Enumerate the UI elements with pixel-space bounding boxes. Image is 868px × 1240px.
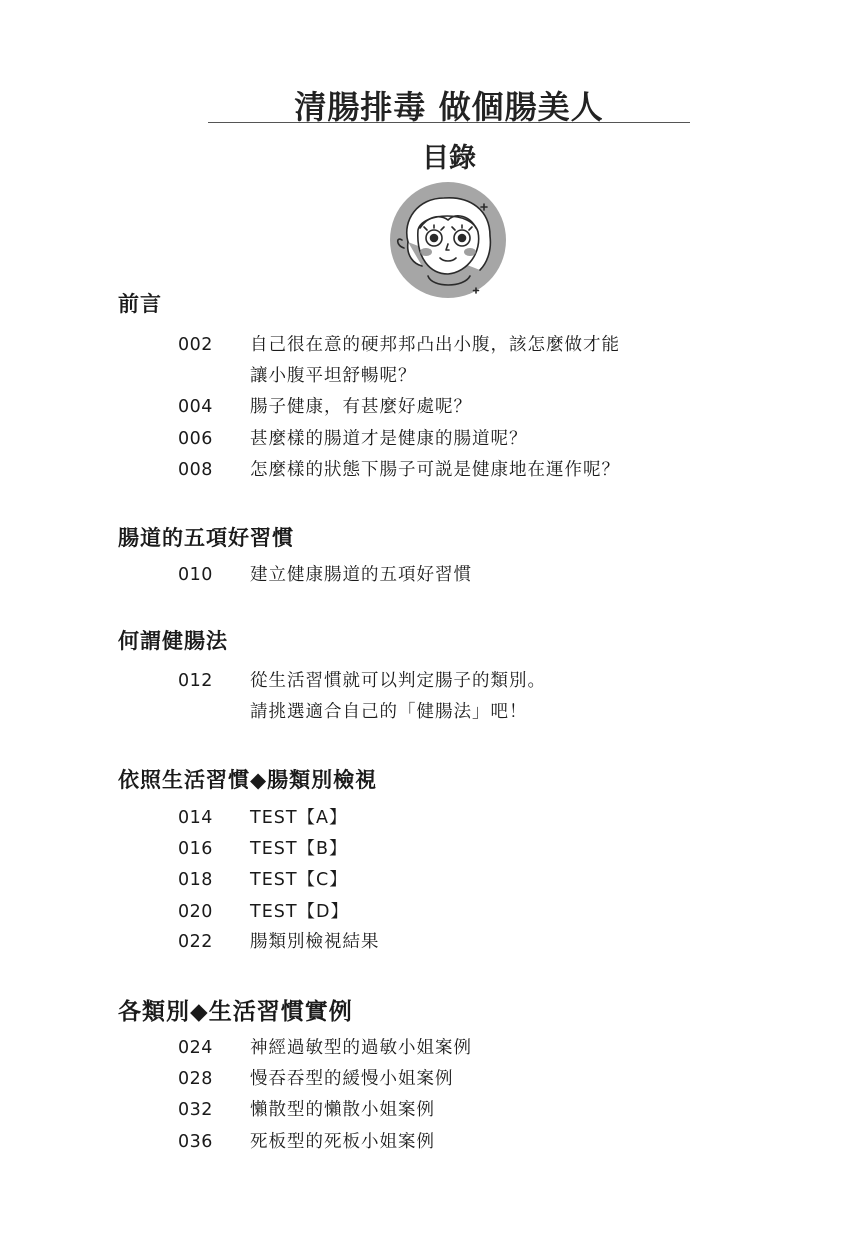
mascot-illustration	[388, 180, 508, 300]
entry-text	[250, 897, 690, 928]
toc-heading: 目錄	[422, 143, 476, 174]
page-number: 014	[178, 808, 213, 828]
section-title: 各類別◆生活習慣實例	[118, 999, 353, 1025]
section-title: 腸道的五項好習慣	[118, 526, 294, 550]
entry-line: 腸子健康，有甚麼好處呢？	[250, 397, 472, 417]
page-number: 004	[178, 397, 213, 417]
entry-text	[250, 1033, 690, 1064]
entry-line: 神經過敏型的過敏小姐案例	[250, 1038, 472, 1058]
entry-line: 懶散型的懶散小姐案例	[250, 1100, 435, 1120]
entry-line: 甚麼樣的腸道才是健康的腸道呢？	[250, 429, 528, 449]
entry-line: TEST【D】	[250, 902, 350, 922]
entry-line: 建立健康腸道的五項好習慣	[250, 565, 472, 585]
page-number: 018	[178, 870, 213, 890]
entry-text	[250, 865, 690, 896]
entry-line: 怎麼樣的狀態下腸子可説是健康地在運作呢？	[250, 460, 620, 480]
page-number: 020	[178, 902, 213, 922]
page-number: 010	[178, 565, 213, 585]
entry-line: 慢吞吞型的緩慢小姐案例	[250, 1069, 454, 1089]
page-number: 016	[178, 839, 213, 859]
page-number: 002	[178, 335, 213, 355]
entry-text	[250, 455, 690, 486]
entry-line: 請挑選適合自己的「健腸法」吧！	[250, 702, 528, 722]
page-number: 012	[178, 671, 213, 691]
page-number: 024	[178, 1038, 213, 1058]
entry-text	[250, 666, 690, 728]
entry-text	[250, 927, 690, 958]
section-title: 前言	[118, 292, 162, 316]
entry-line: TEST【A】	[250, 808, 348, 828]
entry-text	[250, 834, 690, 865]
entry-text	[250, 1064, 690, 1095]
entry-text	[250, 560, 690, 591]
page-number: 022	[178, 932, 213, 952]
entry-text	[250, 392, 690, 423]
entry-line: TEST【C】	[250, 870, 348, 890]
page-number: 008	[178, 460, 213, 480]
entry-line: 讓小腹平坦舒暢呢？	[250, 366, 417, 386]
entry-line: 從生活習慣就可以判定腸子的類別。	[250, 671, 546, 691]
entry-text	[250, 424, 690, 455]
entry-text	[250, 1127, 690, 1158]
section-title: 何謂健腸法	[118, 629, 228, 653]
entry-text	[250, 330, 690, 392]
page-number: 032	[178, 1100, 213, 1120]
entry-line: 自己很在意的硬邦邦凸出小腹，該怎麼做才能	[250, 335, 620, 355]
entry-line: 腸類別檢視結果	[250, 932, 380, 952]
entry-line: 死板型的死板小姐案例	[250, 1132, 435, 1152]
page-number: 028	[178, 1069, 213, 1089]
page-number: 006	[178, 429, 213, 449]
section-title: 依照生活習慣◆腸類別檢視	[118, 768, 378, 792]
entry-text	[250, 803, 690, 834]
entry-line: TEST【B】	[250, 839, 348, 859]
title-underline	[208, 122, 690, 123]
page-title: 清腸排毒 做個腸美人	[294, 88, 604, 126]
entry-text	[250, 1095, 690, 1126]
page-number: 036	[178, 1132, 213, 1152]
